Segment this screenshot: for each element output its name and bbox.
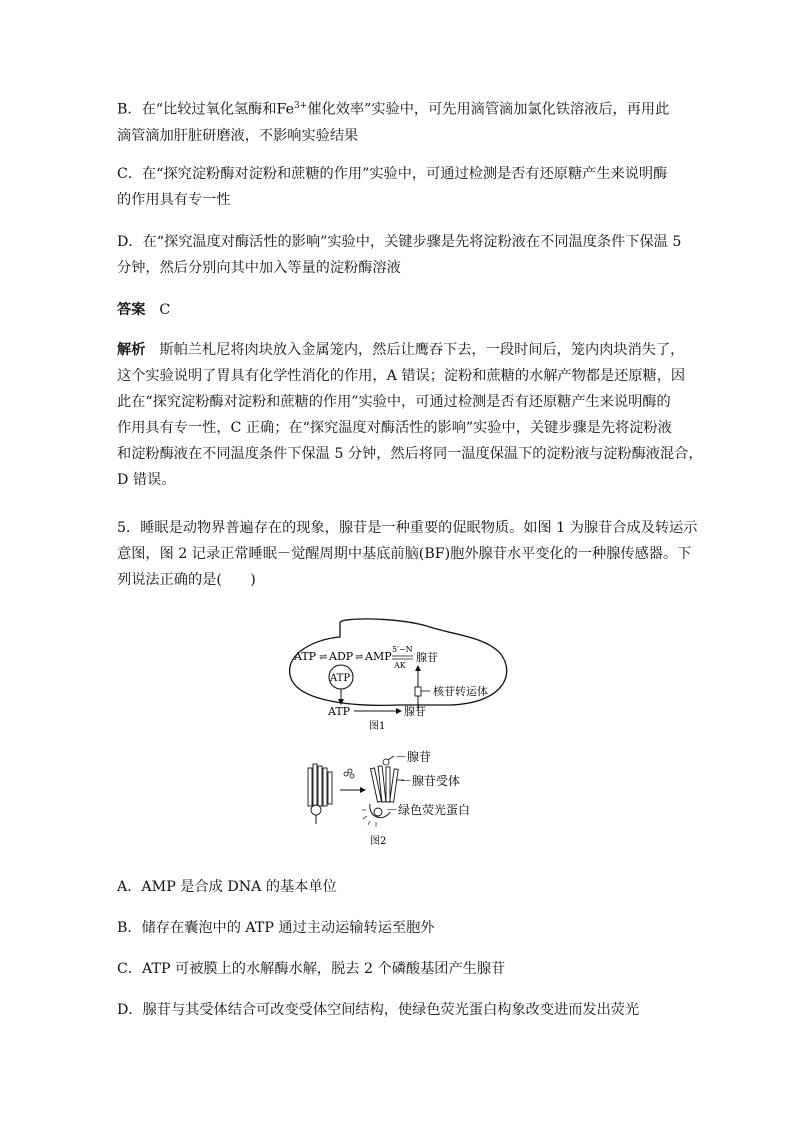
option-b-prev xyxy=(117,93,682,149)
fig1-enzyme-bottom: AK xyxy=(394,661,406,670)
option-b-prev-line1: B．在“比较过氧化氢酶和$Fe^{3+}$催化效率”实验中，可先用滴管滴加氯化铁溶液后，再用此 xyxy=(117,101,670,118)
fig2-label-receptor: －腺苷受体 xyxy=(400,774,461,788)
fig1-transporter xyxy=(415,687,421,696)
fig1-caption: 图1 xyxy=(369,721,386,732)
analysis-label: 解析 xyxy=(117,342,146,358)
fig1-arrow-2: ⇌ xyxy=(355,652,364,663)
question-5 xyxy=(117,515,698,593)
answer-value: C xyxy=(159,302,171,318)
fig1-amp: AMP xyxy=(365,650,392,663)
analysis-line2: 这个实验说明了胃具有化学性消化的作用，A 错误；淀粉和蔗糖的水解产物都是还原糖，因 xyxy=(117,368,686,384)
option-a: A．AMP 是合成 DNA 的基本单位 xyxy=(117,879,337,895)
option-c-prev xyxy=(117,161,682,213)
option-c-prev-line1: C．在“探究淀粉酶对淀粉和蔗糖的作用”实验中，可通过检测是否有还原糖产生来说明酶 xyxy=(117,166,668,182)
option-d-prev xyxy=(117,229,682,281)
question-5-line2: 意图，图 2 记录正常睡眠－觉醒周期中基底前脑(BF)胞外腺苷水平变化的一种腺传感器。下 xyxy=(117,546,692,562)
fig2-adenosine-molecules xyxy=(344,769,354,778)
figure-1 xyxy=(280,615,530,735)
fig2-caption: 图2 xyxy=(370,836,387,847)
answer-label: 答案 xyxy=(117,302,146,318)
question-5-line3: 列说法正确的是( ) xyxy=(117,572,256,588)
option-d-prev-line2: 分钟，然后分别向其中加入等量的淀粉酶溶液 xyxy=(117,260,401,276)
fig1-transporter-label: 核苷转运体 xyxy=(433,685,488,698)
option-d: D．腺苷与其受体结合可改变受体空间结构，使绿色荧光蛋白构象改变进而发出荧光 xyxy=(117,1002,640,1018)
fig2-label-adenosine: －腺苷 xyxy=(395,750,432,764)
option-b-prev-line2: 滴管滴加肝脏研磨液，不影响实验结果 xyxy=(117,127,359,144)
analysis xyxy=(117,337,703,493)
analysis-line5: 和淀粉酶液在不同温度条件下保温 5 分钟，然后将同一温度保温下的淀粉液与淀粉酶液混合， xyxy=(117,446,703,462)
fig1-vesicle-atp: ATP xyxy=(330,673,351,684)
fig1-adenosine-inside: 腺苷 xyxy=(416,651,438,664)
analysis-line1: 斯帕兰札尼将肉块放入金属笼内，然后让鹰吞下去，一段时间后，笼内肉块消失了， xyxy=(159,342,685,358)
option-c: C．ATP 可被膜上的水解酶水解，脱去 2 个磷酸基团产生腺苷 xyxy=(117,961,506,977)
fig1-atp: ATP xyxy=(294,650,317,663)
option-b: B．储存在囊泡中的 ATP 通过主动运输转运至胞外 xyxy=(117,920,435,936)
fig2-label-gfp: －绿色荧光蛋白 xyxy=(386,803,471,817)
fig1-adp: ADP xyxy=(329,650,354,663)
option-c-prev-line2: 的作用具有专一性 xyxy=(117,192,231,208)
analysis-line3: 此在“探究淀粉酶对淀粉和蔗糖的作用”实验中，可通过检测是否有还原糖产生来说明酶的 xyxy=(117,394,671,410)
figure-2 xyxy=(300,738,500,848)
fig1-arrow-1: ⇌ xyxy=(319,652,328,663)
analysis-line6: D 错误。 xyxy=(117,472,176,488)
question-5-line1: 5．睡眠是动物界普遍存在的现象，腺苷是一种重要的促眠物质。如图 1 为腺苷合成及转运示 xyxy=(117,520,698,536)
fig1-enzyme-top: 5′−N xyxy=(392,645,413,654)
analysis-line4: 作用具有专一性，C 正确；在“探究温度对酶活性的影响”实验中，关键步骤是先将淀粉液 xyxy=(117,420,672,436)
fig2-receptor-inactive xyxy=(308,764,332,824)
fig1-outside-atp: ATP xyxy=(328,705,351,718)
answer xyxy=(117,297,682,323)
fig1-outside-adenosine: 腺苷 xyxy=(404,705,426,718)
option-d-prev-line1: D．在“探究温度对酶活性的影响”实验中，关键步骤是先将淀粉液在不同温度条件下保温 5 xyxy=(117,234,682,250)
